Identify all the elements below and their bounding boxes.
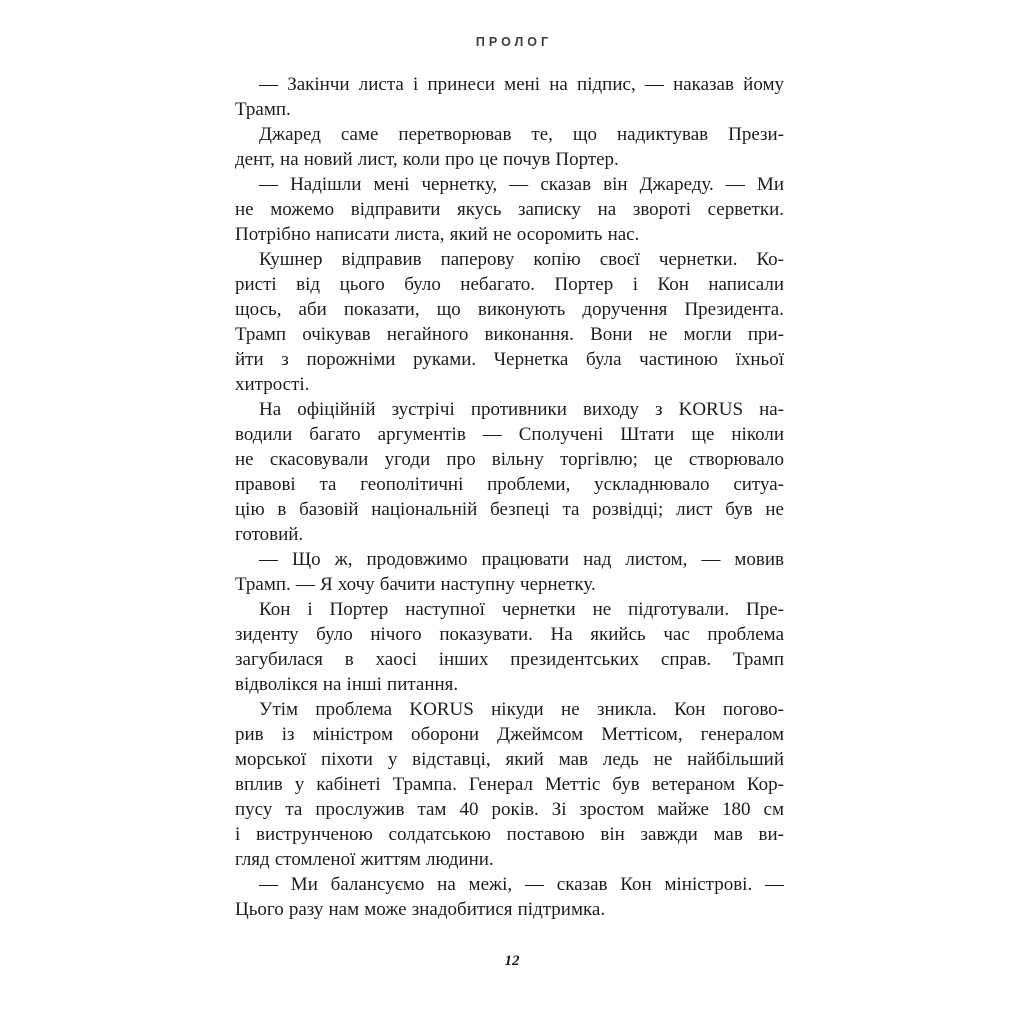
text-line: пусу та прослужив там 40 років. Зі зростом майже 180 см <box>235 799 784 820</box>
text-line: Потрібно написати листа, який не осоромить нас. <box>235 224 640 245</box>
paragraph <box>235 597 784 697</box>
page-number: 12 <box>504 953 520 969</box>
text-line: морської піхоти у відставці, який мав ледь не найбільший <box>235 749 784 770</box>
text-line: Трамп. <box>235 99 291 120</box>
paragraph <box>235 872 784 922</box>
text-line: Трамп. — Я хочу бачити наступну чернетку. <box>235 574 596 595</box>
paragraph <box>235 247 784 397</box>
text-line: — Закінчи листа і принеси мені на підпис, — наказав йому <box>259 74 784 95</box>
paragraph <box>235 397 784 547</box>
text-line: хитрості. <box>235 374 310 395</box>
text-line: відволікся на інші питання. <box>235 674 459 695</box>
text-line: загубилася в хаосі інших президентських справ. Трамп <box>235 649 784 670</box>
text-line: водили багато аргументів — Сполучені Штати ще ніколи <box>235 424 784 445</box>
text-line: — Ми балансуємо на межі, — сказав Кон міністрові. — <box>259 874 784 895</box>
text-line: — Що ж, продовжимо працювати над листом, — мовив <box>259 549 784 570</box>
text-line: дент, на новий лист, коли про це почув Портер. <box>235 149 619 170</box>
text-line: вплив у кабінеті Трампа. Генерал Меттіс був ветераном Кор- <box>235 774 784 795</box>
text-line: Трамп очікував негайного виконання. Вони не могли при- <box>235 324 784 345</box>
text-line: щось, аби показати, що виконують доручення Президента. <box>235 299 784 320</box>
text-line: Цього разу нам може знадобитися підтримка. <box>235 899 606 920</box>
paragraph <box>235 547 784 597</box>
text-line: Кон і Портер наступної чернетки не підготували. Пре- <box>259 599 784 620</box>
text-line: гляд стомленої життям людини. <box>235 849 494 870</box>
text-line: не скасовували угоди про вільну торгівлю; це створювало <box>235 449 784 470</box>
text-line: готовий. <box>235 524 304 545</box>
text-line: — Надішли мені чернетку, — сказав він Джареду. — Ми <box>259 174 784 195</box>
text-line: рив із міністром оборони Джеймсом Меттісом, генералом <box>235 724 784 745</box>
paragraph <box>235 72 784 122</box>
text-line: Джаред саме перетворював те, що надиктував Прези- <box>259 124 784 145</box>
text-line: йти з порожніми руками. Чернетка була частиною їхньої <box>235 349 784 370</box>
paragraph <box>235 122 784 172</box>
text-line: зиденту було нічого показувати. На якийсь час проблема <box>235 624 784 645</box>
paragraph <box>235 697 784 872</box>
text-line: На офіційній зустрічі противники виходу з KORUS на- <box>259 399 784 420</box>
text-line: ристі від цього було небагато. Портер і Кон написали <box>235 274 784 295</box>
text-line: і виструнченою солдатською поставою він завжди мав ви- <box>235 824 784 845</box>
paragraph <box>235 172 784 247</box>
body-text <box>235 72 784 922</box>
text-line: Утім проблема KORUS нікуди не зникла. Кон погово- <box>259 699 784 720</box>
text-line: правові та геополітичні проблеми, ускладнювало ситуа- <box>235 474 784 495</box>
running-head: ПРОЛОГ <box>475 35 553 49</box>
text-line: цію в базовій національній безпеці та розвідці; лист був не <box>235 499 784 520</box>
text-line: Кушнер відправив паперову копію своєї чернетки. Ко- <box>259 249 784 270</box>
text-line: не можемо відправити якусь записку на звороті серветки. <box>235 199 784 220</box>
